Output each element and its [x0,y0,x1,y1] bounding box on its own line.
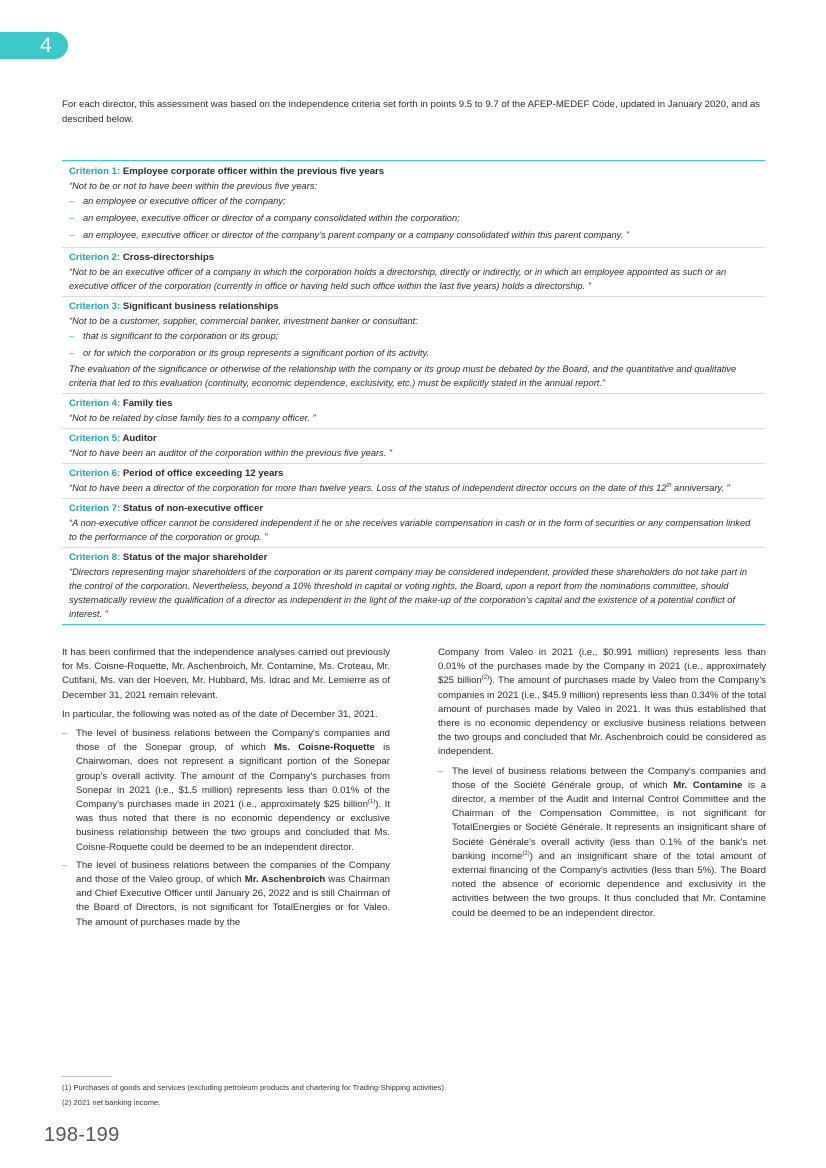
criterion-title: Family ties [122,398,173,409]
criterion-number: Criterion 7: [69,503,121,514]
assessment-list [62,727,390,930]
page-number: 198-199 [44,1124,120,1146]
chapter-tab: 4 [0,32,68,59]
footnote-ref: (2) [522,850,530,857]
list-item: – or for which the corporation or its group represents a significant portion of its activity. [69,345,758,362]
paragraph: Company from Valeo in 2021 (i.e., $0.991 million) represents less than 0.01% of the purchases made by the Company in 2021 (i.e., approximately $25 billion$^{(2)}$). The amount of purchases made by Valeo from the Company's companies in 2021 (i.e., $45.9 million) represents less than 0.34% of the total amount of purchases made by Valeo in 2021. It was thus established that there is no economic dependency or exclusive business relations between the two groups and concluded that Mr. Aschenbroich could be considered as independent. [438,647,766,758]
criterion-number: Criterion 4: [69,398,121,409]
criterion-body: “Not to have been an auditor of the corporation within the previous five years. ” [69,448,392,458]
list-item: – that is significant to the corporation or its group; [69,328,758,345]
left-column [62,646,390,934]
criterion-5 [62,428,765,463]
criteria-table [62,160,765,625]
criterion-title: Significant business relationships [122,301,279,312]
criterion-list [69,193,758,244]
footnote-ref: (2) [481,675,490,682]
list-item: – The level of business relations between the Company's companies and those of the Sonepar group, of which Ms. Coisne-Roquette is Chairwoman, does not represent a significant portion of the Sonepar group's overall activity. The amount of the Company's purchases from Sonepar in 2021 (i.e., $1.5 million) represents less than 0.01% of the Company's purchases made in 2021 (i.e., approximately $25 billion$^{(1)}$). It was thus noted that there is no economic dependency or exclusive business relationship between the two groups and concluded that Ms. Coisne-Roquette could be deemed to be an independent director. [62,727,390,855]
criterion-number: Criterion 6: [69,468,121,479]
assessment-list [438,765,766,921]
criterion-title: Status of non-executive officer [122,503,264,514]
list-item: – an employee, executive officer or director of a company consolidated within the corporation; [69,210,758,227]
criterion-body: “Not to be or not to have been within the previous five years: [69,181,318,191]
criterion-3 [62,296,765,393]
right-column [438,646,766,925]
criterion-8 [62,547,765,624]
criterion-2 [62,247,765,296]
criterion-body: “Not to be related by close family ties to a company officer. ” [69,413,316,423]
criterion-number: Criterion 2: [69,252,121,263]
footnotes [62,1080,762,1110]
criterion-body: “Directors representing major shareholders of the corporation or its parent company may be considered independent, provided these shareholders do not take part in the control of the corporation. Nevertheless, beyond a 10% threshold in capital or voting rights, the Board, upon a report from the nominations committee, should systematically review the qualification of a director as independent in the light of the make-up of the corporation’s capital and the existence of a potential conflict of interest. ” [69,567,748,619]
footnote: (2) 2021 net banking income. [62,1098,161,1107]
criterion-body: “Not to be a customer, supplier, commercial banker, investment banker or consultant: [69,316,418,326]
list-item: – an employee, executive officer or director of the company’s parent company or a company consolidated within this parent company. ” [69,227,758,244]
criterion-number: Criterion 5: [69,433,121,444]
criterion-number: Criterion 8: [69,552,121,563]
criterion-body: “Not to have been a director of the corporation for more than twelve years. Loss of the status of independent director occurs on the date of this 12th anniversary. ” [69,482,730,493]
criterion-title: Cross-directorships [122,252,215,263]
list-item: – an employee or executive officer of the company; [69,193,758,210]
criterion-body: “A non-executive officer cannot be considered independent if he or she receives variable compensation in cash or in the form of securities or any compensation linked to the performance of the corporation or group. ” [69,518,751,542]
criterion-body: “Not to be an executive officer of a company in which the corporation holds a directorship, directly or indirectly, or in which an employee appointed as such or an executive officer of the corporation (currently in office or having held such office within the last five years) holds a directorship. ” [69,267,727,291]
intro-paragraph: For each director, this assessment was based on the independence criteria set forth in points 9.5 to 9.7 of the AFEP-MEDEF Code, updated in January 2020, and as described below. [62,99,761,125]
criterion-number: Criterion 1: [69,166,121,177]
footnote-ref: (1) [367,798,376,805]
criterion-title: Employee corporate officer within the previous five years [122,166,385,177]
footnote-divider [62,1076,112,1077]
criterion-title: Period of office exceeding 12 years [122,468,284,479]
criterion-1 [62,161,765,247]
criterion-list [69,328,758,362]
list-item: – The level of business relations between the Company's companies and those of the Société Générale group, of which Mr. Contamine is a director, a member of the Audit and Internal Control Committee and the Chairman of the Compensation Committee, is not significant for TotalEnergies or Société Générale. It represents an insignificant share of Société Générale's overall activity (less than 0.1% of the bank's net banking income$^{(2)}$) and an insignificant share of the total amount of external financing of the Company's activities (less than 5%). The Board noted the absence of economic dependence and exclusivity in the activities between the two groups. It thus concluded that Mr. Contamine could be deemed to be an independent director. [438,765,766,921]
footnote: (1) Purchases of goods and services (excluding petroleum products and chartering for Trading-Shipping activities). [62,1083,447,1092]
paragraph: It has been confirmed that the independence analyses carried out previously for Ms. Coisne-Roquette, Mr. Aschenbroich, Mr. Contamine, Ms. Croteau, Mr. Cutifani, Ms. van der Hoeven, Mr. Hubbard, Ms. Idrac and Mr. Lemierre as of December 31, 2021 remain relevant. [62,647,390,701]
criterion-7 [62,498,765,547]
criterion-4 [62,393,765,428]
criterion-number: Criterion 3: [69,301,121,312]
paragraph: In particular, the following was noted as of the date of December 31, 2021. [62,708,378,720]
criterion-title: Auditor [122,433,157,444]
criterion-body-after: The evaluation of the significance or otherwise of the relationship with the company or its group must be debated by the Board, and the quantitative and qualitative criteria that led to this evaluation (continuity, economic dependence, exclusivity, etc.) must be explicitly stated in the annual report.” [69,364,737,388]
criterion-title: Status of the major shareholder [122,552,268,563]
criterion-6 [62,463,765,498]
list-item: – The level of business relations between the companies of the Company and those of the Valeo group, of which Mr. Aschenbroich was Chairman and Chief Executive Officer until January 26, 2022 and is still Chairman of the Board of Directors, is not significant for TotalEnergies or for Valeo. The amount of purchases made by the [62,859,390,930]
